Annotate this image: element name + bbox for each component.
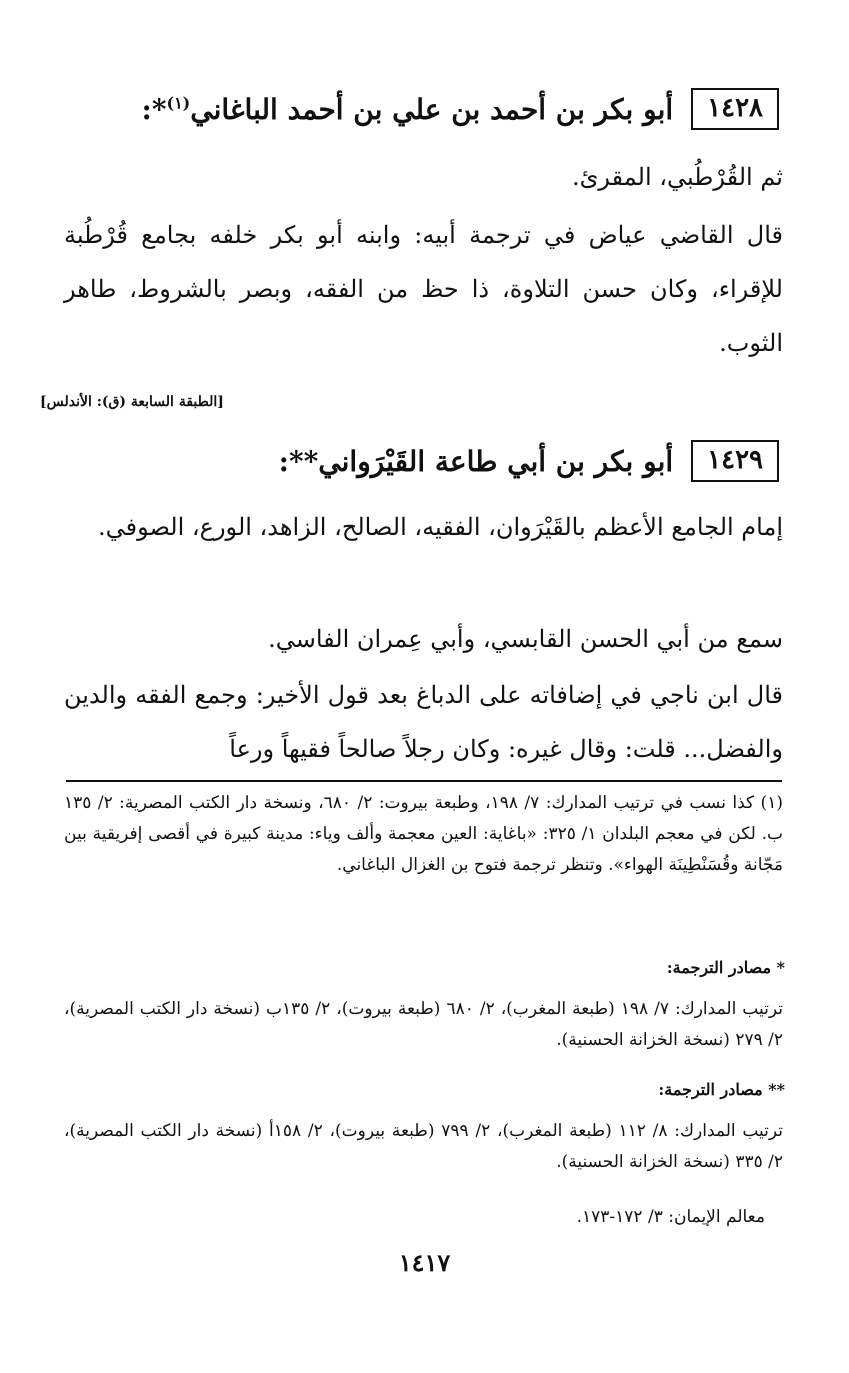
page-number: ١٤١٧ [398, 1248, 451, 1277]
entry-1429-heading [60, 440, 779, 482]
sources-2-extra: معالم الإيمان: ٣/ ١٧٢-١٧٣. [576, 1207, 765, 1227]
entry-1428-heading [60, 88, 779, 130]
entry-1429-paragraph-3: قال ابن ناجي في إضافاته على الدباغ بعد قول الأخير: وجمع الفقه والدين والفضل... قلت: وقال غيره: وكان رجلاً صالحاً فقيهاً ورعاً [64, 681, 783, 763]
footnote-separator [66, 780, 782, 782]
entry-number-box: ١٤٢٩ [691, 440, 779, 482]
entry-1429-paragraph-1: إمام الجامع الأعظم بالقَيْرَوان، الفقيه، الصالح، الزاهد، الورع، الصوفي. [97, 513, 783, 541]
sources-2: ترتيب المدارك: ٨/ ١١٢ (طبعة المغرب)، ٢/ ٧٩٩ (طبعة بيروت)، ٢/ ١٥٨أ (نسخة دار الكتب المصرية)، ٢/ ٣٣٥ (نسخة الخزانة الحسنية). [64, 1121, 784, 1172]
tabaqa-label: [الطبقة السابعة (ق): الأندلس] [40, 394, 224, 410]
sources-1: ترتيب المدارك: ٧/ ١٩٨ (طبعة المغرب)، ٢/ ٦٨٠ (طبعة بيروت)، ٢/ ١٣٥ب (نسخة دار الكتب المصرية)، ٢/ ٢٧٩ (نسخة الخزانة الحسنية). [64, 999, 783, 1050]
entry-title: أبو بكر بن أحمد بن علي بن أحمد الباغاني$^{(١)}$*: [141, 92, 674, 126]
sources-heading-2: ** مصادر الترجمة: [658, 1080, 785, 1099]
entry-title: أبو بكر بن أبي طاعة القَيْرَواني**: [278, 444, 674, 478]
entry-1428-paragraph: قال القاضي عياض في ترجمة أبيه: وابنه أبو بكر خلفه بجامع قُرْطُبة للإقراء، وكان حسن التلاوة، ذا حظ من الفقه، وبصر بالشروط، طاهر الثوب. [64, 221, 783, 357]
footnote-1: (١) كذا نسب في ترتيب المدارك: ٧/ ١٩٨، وطبعة بيروت: ٢/ ٦٨٠، ونسخة دار الكتب المصرية: ٢/ ١٣٥ ب. لكن في معجم البلدان ١/ ٣٢٥: «باغاية: العين معجمة وألف وياء: مدينة كبيرة في أقصى إفريقية بين مَجّانة وقُسَنْطِينَة الهواء». وتنظر ترجمة فتوح بن الغزال الباغاني. [64, 793, 784, 875]
entry-1428-line-1: ثم القُرْطُبي، المقرئ. [571, 163, 783, 191]
footnote-ref: (١) [166, 93, 191, 113]
sources-heading-1: * مصادر الترجمة: [666, 958, 785, 977]
entry-1429-paragraph-2: سمع من أبي الحسن القابسي، وأبي عِمران الفاسي. [268, 625, 783, 653]
entry-number-box: ١٤٢٨ [691, 88, 779, 130]
